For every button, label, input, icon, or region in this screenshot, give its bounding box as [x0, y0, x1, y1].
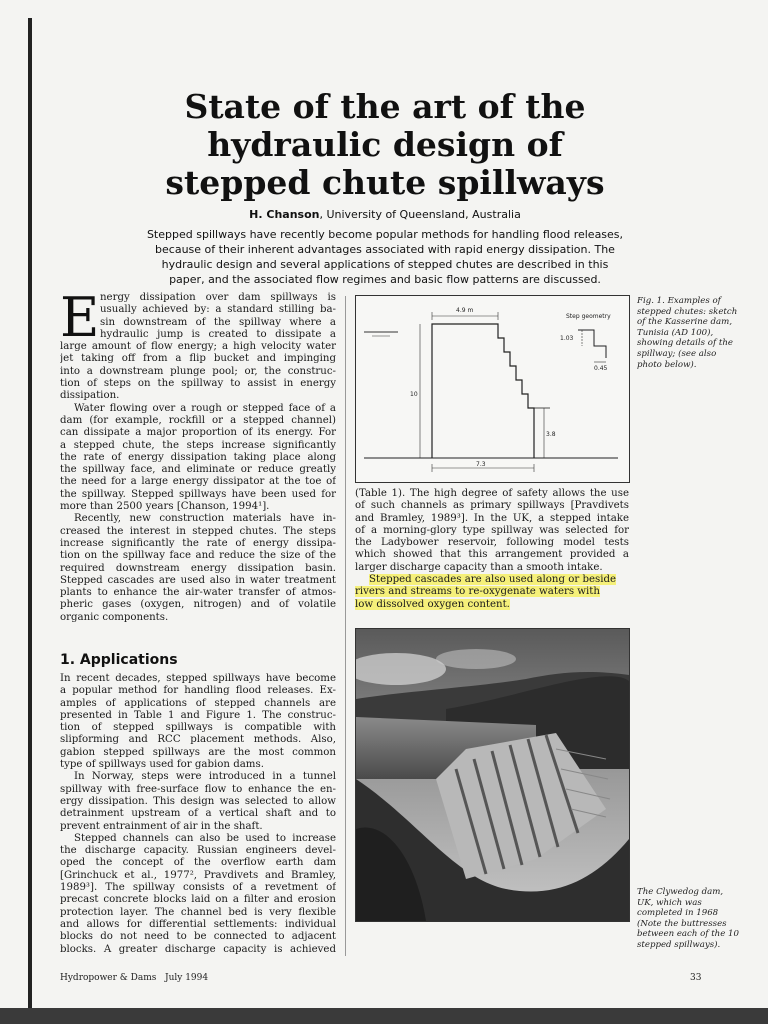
- body-line: sin downstream of the spillway where a: [100, 316, 336, 328]
- body-line: plants to enhance the air-water transfer of atmos-: [60, 587, 336, 599]
- dam-stepped-profile: [432, 324, 534, 458]
- abstract-line: paper, and the associated flow regimes and basic flow patterns are discussed.: [169, 273, 601, 286]
- body-line: the spillway face, and eliminate or reduce greatly: [60, 464, 336, 476]
- caption-line: UK, which was: [637, 897, 702, 908]
- body-line: tion of stepped spillways is compatible with: [60, 722, 336, 734]
- body-line: oped the concept of the overflow earth dam: [60, 857, 336, 869]
- figure-1-spillway-sketch: [355, 295, 630, 483]
- highlighted-line: [355, 586, 629, 598]
- page-bottom-edge: [0, 1008, 768, 1024]
- abstract-line: Stepped spillways have recently become popular methods for handling flood releases,: [146, 228, 624, 241]
- body-line: blocks. A greater discharge capacity is achieved: [60, 943, 336, 955]
- caption-line: completed in 1968: [637, 908, 719, 919]
- body-line: of such channels as primary spillways [Pravdivets: [355, 500, 629, 512]
- body-line: (Table 1). The high degree of safety allows the use: [355, 488, 629, 499]
- caption-line: The Clywedog dam,: [637, 887, 724, 897]
- caption-line: of the Kasserine dam,: [637, 317, 733, 328]
- column-divider: [345, 296, 346, 956]
- highlight-text: low dissolved oxygen content.: [355, 598, 510, 610]
- step-height-label: 1.03: [560, 335, 574, 342]
- body-line: [Grinchuck et al., 1977², Pravdivets and Bramley,: [60, 869, 336, 881]
- photo-caption: [637, 887, 749, 951]
- body-line: Recently, new construction materials have in-: [74, 513, 336, 525]
- body-line: and allows for differential settlements: individual: [60, 918, 336, 930]
- body-line: gabion stepped spillways are the most common: [60, 746, 336, 758]
- body-line: presented in Table 1 and Figure 1. The construc-: [60, 709, 336, 721]
- body-line: blocks do not need to be connected to adjacent: [60, 931, 336, 943]
- highlight-text: Stepped cascades are also used along or beside: [369, 574, 617, 586]
- body-line: and Bramley, 1989³]. In the UK, a stepped intake: [355, 512, 629, 524]
- body-line: detrainment upstream of a vertical shaft and to: [60, 808, 336, 820]
- body-line: jet taking off from a flip bucket and impinging: [60, 353, 336, 365]
- caption-line: (Note the buttresses: [637, 918, 727, 929]
- body-line: the need for a large energy dissipator at the toe of: [60, 476, 336, 488]
- body-line: protection layer. The channel bed is very flexible: [60, 906, 336, 918]
- body-line: can dissipate a major proportion of its energy. For: [60, 427, 336, 439]
- title-line: State of the art of the: [184, 87, 586, 126]
- highlight-text: rivers and streams to re-oxygenate waters with: [355, 586, 600, 598]
- body-line: In Norway, steps were introduced in a tunnel: [74, 771, 336, 783]
- body-line: prevent entrainment of air in the shaft.: [60, 820, 263, 832]
- height-label: 10: [410, 391, 418, 398]
- body-line: precast concrete blocks laid on a filter and erosion: [60, 894, 336, 906]
- body-line: a stepped chute, the steps increase significantly: [60, 439, 336, 451]
- highlighted-line: [355, 599, 629, 611]
- author-name: H. Chanson: [249, 208, 320, 221]
- footer-page-number: 33: [690, 973, 702, 983]
- caption-line: spillway; (see also: [637, 348, 717, 359]
- body-line: usually achieved by: a standard stilling ba-: [100, 304, 336, 316]
- author-affiliation: , University of Queensland, Australia: [319, 208, 521, 221]
- body-line: tion of steps on the spillway to assist in energy: [60, 378, 336, 390]
- highlighted-line: [355, 574, 629, 586]
- body-line: hydraulic jump is created to dissipate a: [100, 328, 336, 340]
- caption-line: photo below).: [637, 359, 697, 370]
- body-line: required downstream energy dissipation basin.: [60, 562, 336, 574]
- caption-line: Tunisia (AD 100),: [637, 327, 714, 338]
- body-line: the rate of energy dissipation taking place along: [60, 451, 336, 463]
- article-title: [40, 88, 730, 202]
- body-line: dissipation.: [60, 390, 120, 402]
- photo-cloud: [436, 649, 516, 669]
- abstract: [76, 227, 694, 287]
- body-line: the discharge capacity. Russian engineers devel-: [60, 845, 336, 857]
- section-heading-applications: 1. Applications: [60, 652, 178, 668]
- body-line: organic components.: [60, 611, 169, 623]
- abstract-line: because of their inherent advantages associated with rapid energy dissipation. The: [155, 243, 615, 256]
- step-geometry-label: Step geometry: [566, 313, 611, 320]
- body-line: of a morning-glory type spillway was selected for: [355, 524, 629, 536]
- title-line: hydraulic design of: [207, 125, 563, 164]
- page-binding-edge: [28, 18, 32, 1008]
- body-line: large amount of flow energy; a high velocity water: [60, 341, 336, 353]
- body-line: slipforming and RCC placement methods. Also,: [60, 734, 336, 746]
- body-line: amples of applications of stepped channels are: [60, 697, 336, 709]
- crest-width-label: 4.9 m: [456, 307, 474, 314]
- body-line: which showed that this arrangement provided a: [355, 549, 629, 561]
- abstract-line: hydraulic design and several applications of stepped chutes are described in this: [161, 258, 609, 271]
- caption-line: stepped spillways).: [637, 939, 721, 950]
- figure-1-caption: [637, 296, 745, 370]
- clywedog-dam-photo: [355, 628, 630, 922]
- body-line: nergy dissipation over dam spillways is: [100, 292, 336, 303]
- body-line: tion on the spillway face and reduce the size of the: [60, 550, 336, 562]
- body-line: spillway with free-surface flow to enhance the en-: [60, 783, 336, 795]
- step-length-label: 0.45: [594, 365, 608, 372]
- base-label: 7.3: [476, 461, 486, 468]
- body-line: 1989³]. The spillway consists of a revetment of: [60, 882, 336, 894]
- body-line: pheric gases (oxygen, nitrogen) and of volatile: [60, 599, 336, 611]
- toe-height-label: 3.8: [546, 431, 556, 438]
- body-line: a popular method for handling flood releases. Ex-: [60, 685, 336, 697]
- body-line: creased the interest in stepped chutes. The steps: [60, 525, 336, 537]
- right-column-text: [355, 488, 629, 611]
- body-line: Water flowing over a rough or stepped face of a: [74, 402, 336, 414]
- body-line: Stepped channels can also be used to increase: [74, 832, 336, 844]
- body-line: type of spillways used for gabion dams.: [60, 759, 264, 771]
- body-line: into a downstream plunge pool; or, the construc-: [60, 365, 336, 377]
- applications-column: [60, 673, 336, 956]
- body-line: ergy dissipation. This design was selected to allow: [60, 795, 336, 807]
- caption-line: stepped chutes: sketch: [637, 306, 738, 317]
- body-line: Stepped cascades are used also in water treatment: [60, 574, 336, 586]
- body-line: more than 2500 years [Chanson, 1994¹].: [60, 501, 270, 513]
- body-line: larger discharge capacity than a smooth intake.: [355, 561, 603, 573]
- body-line: the spillway. Stepped spillways have been used for: [60, 488, 336, 500]
- body-line: In recent decades, stepped spillways have become: [60, 673, 336, 684]
- title-line: stepped chute spillways: [165, 163, 605, 202]
- caption-line: between each of the 10: [637, 929, 739, 940]
- body-line: dam (for example, rockfill or a stepped channel): [60, 414, 336, 426]
- caption-line: showing details of the: [637, 338, 733, 349]
- intro-column: [60, 286, 336, 624]
- drop-cap: E: [60, 286, 100, 349]
- caption-line: Fig. 1. Examples of: [637, 296, 721, 306]
- author-line: [40, 208, 730, 221]
- body-line: the Ladybower reservoir, following model tests: [355, 537, 629, 549]
- body-line: increase significantly the rate of energy dissipa-: [60, 537, 336, 549]
- footer-journal: Hydropower & Dams July 1994: [60, 973, 209, 983]
